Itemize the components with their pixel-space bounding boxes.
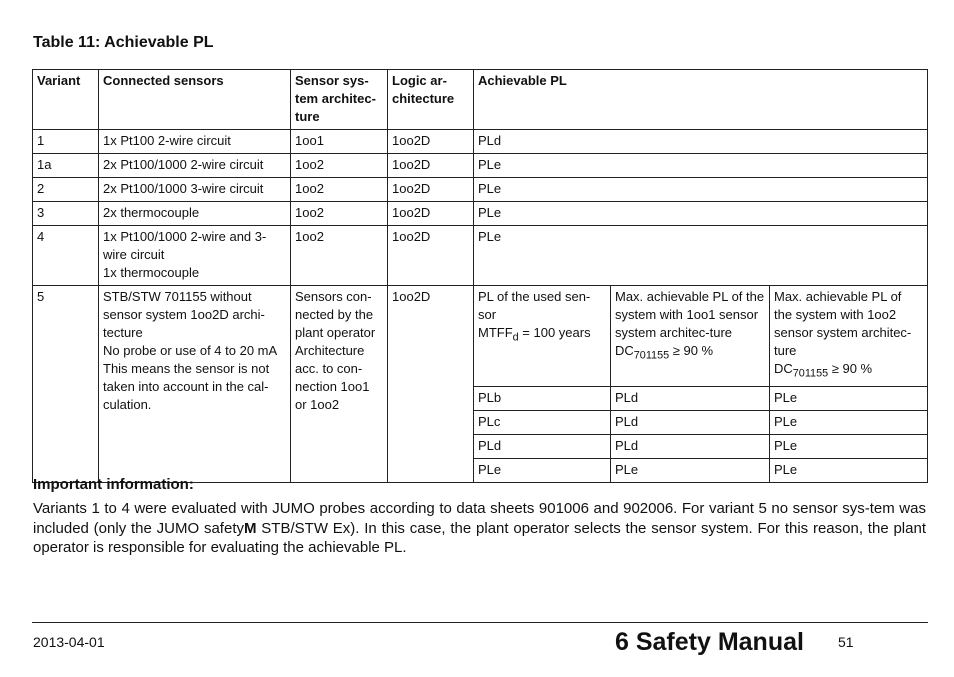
important-heading: Important information: bbox=[33, 476, 194, 493]
dc-line bbox=[774, 360, 923, 383]
cell-variant: 3 bbox=[33, 202, 99, 226]
cell-logic: 1oo2D bbox=[388, 202, 474, 226]
achievable-pl-table bbox=[32, 69, 928, 483]
cell-pl-1oo2: PLe bbox=[770, 410, 928, 434]
dc-value: ≥ 90 % bbox=[828, 361, 873, 376]
cell-sensor-pl: PLb bbox=[474, 386, 611, 410]
dc-value: ≥ 90 % bbox=[669, 343, 714, 358]
cell-sensors: 1x Pt100/1000 2-wire and 3-wire circuit 1x thermocouple bbox=[99, 226, 291, 286]
cell-sensor-pl: PLc bbox=[474, 410, 611, 434]
cell-architecture: Sensors con-nected by the plant operator Architecture acc. to con-nection 1oo1 or 1oo2 bbox=[291, 286, 388, 483]
footer-divider bbox=[32, 622, 928, 623]
dc-subscript: 701155 bbox=[792, 367, 829, 380]
table-row bbox=[33, 226, 928, 286]
footer-page-number: 51 bbox=[838, 634, 854, 650]
table-header-row bbox=[33, 70, 928, 130]
cell-sensor-pl: PLe bbox=[474, 458, 611, 482]
table-row bbox=[33, 178, 928, 202]
cell-1oo2-header bbox=[770, 286, 928, 387]
cell-architecture: 1oo2 bbox=[291, 202, 388, 226]
cell-pl-1oo2: PLe bbox=[770, 386, 928, 410]
mtff-value: = 100 years bbox=[518, 325, 591, 340]
sensor-pl-header-text: PL of the used sen-sor bbox=[478, 289, 591, 322]
important-text-part-2: STB/STW Ex). In this case, the plant operator selects the sensor system. For this reason, the plant operator is responsible for evaluating the achievable PL. bbox=[33, 519, 926, 556]
cell-1oo1-header bbox=[611, 286, 770, 387]
1oo1-header-text: Max. achievable PL of the system with 1oo1 sensor system architec-ture bbox=[615, 289, 765, 340]
footer-chapter-title: 6 Safety Manual bbox=[615, 628, 804, 656]
cell-architecture: 1oo2 bbox=[291, 226, 388, 286]
cell-variant: 5 bbox=[33, 286, 99, 483]
cell-logic: 1oo2D bbox=[388, 178, 474, 202]
table-row bbox=[33, 154, 928, 178]
cell-logic: 1oo2D bbox=[388, 226, 474, 286]
mtff-line bbox=[478, 325, 591, 344]
cell-achievable-pl: PLd bbox=[474, 130, 928, 154]
dc-line bbox=[615, 342, 765, 365]
mtff-label: MTFF bbox=[478, 325, 513, 340]
cell-pl-1oo2: PLe bbox=[770, 458, 928, 482]
cell-pl-1oo1: PLe bbox=[611, 458, 770, 482]
cell-sensors: 2x Pt100/1000 3-wire circuit bbox=[99, 178, 291, 202]
cell-achievable-pl: PLe bbox=[474, 226, 928, 286]
cell-variant: 2 bbox=[33, 178, 99, 202]
cell-variant: 4 bbox=[33, 226, 99, 286]
cell-architecture: 1oo1 bbox=[291, 130, 388, 154]
cell-logic: 1oo2D bbox=[388, 286, 474, 483]
cell-sensors: 2x thermocouple bbox=[99, 202, 291, 226]
dc-label: DC bbox=[774, 361, 793, 376]
cell-sensors: 2x Pt100/1000 2-wire circuit bbox=[99, 154, 291, 178]
cell-logic: 1oo2D bbox=[388, 154, 474, 178]
cell-sensors: STB/STW 701155 without sensor system 1oo2D archi-tecture No probe or use of 4 to 20 mA This means the sensor is not taken into account in the cal-culation. bbox=[99, 286, 291, 483]
header-connected-sensors: Connected sensors bbox=[99, 70, 291, 130]
important-paragraph bbox=[33, 499, 926, 558]
cell-sensor-pl-header bbox=[474, 286, 611, 387]
cell-pl-1oo1: PLd bbox=[611, 410, 770, 434]
cell-sensors: 1x Pt100 2-wire circuit bbox=[99, 130, 291, 154]
table-title: Table 11: Achievable PL bbox=[33, 34, 214, 51]
header-sensor-architecture: Sensor sys-tem architec-ture bbox=[291, 70, 388, 130]
cell-achievable-pl: PLe bbox=[474, 202, 928, 226]
header-achievable-pl: Achievable PL bbox=[474, 70, 928, 130]
cell-pl-1oo2: PLe bbox=[770, 434, 928, 458]
important-text-part-1: Variants 1 to 4 were evaluated with JUMO probes according to data sheets 901006 and 902006. For variant 5 no sensor sys-tem was included (only the JUMO safety bbox=[33, 500, 926, 537]
cell-achievable-pl: PLe bbox=[474, 154, 928, 178]
cell-architecture: 1oo2 bbox=[291, 178, 388, 202]
table-row bbox=[33, 130, 928, 154]
important-text-bold: M bbox=[244, 519, 257, 537]
cell-logic: 1oo2D bbox=[388, 130, 474, 154]
cell-architecture: 1oo2 bbox=[291, 154, 388, 178]
mtff-subscript: d bbox=[512, 331, 519, 344]
cell-sensor-pl: PLd bbox=[474, 434, 611, 458]
table-row-variant-5 bbox=[33, 286, 928, 387]
cell-variant: 1a bbox=[33, 154, 99, 178]
table-row bbox=[33, 202, 928, 226]
1oo2-header-text: Max. achievable PL of the system with 1oo2 sensor system architec-ture bbox=[774, 289, 912, 358]
footer-date: 2013-04-01 bbox=[33, 634, 105, 650]
cell-variant: 1 bbox=[33, 130, 99, 154]
cell-pl-1oo1: PLd bbox=[611, 434, 770, 458]
cell-achievable-pl: PLe bbox=[474, 178, 928, 202]
dc-subscript: 701155 bbox=[633, 349, 670, 362]
cell-pl-1oo1: PLd bbox=[611, 386, 770, 410]
dc-label: DC bbox=[615, 343, 634, 358]
header-logic-architecture: Logic ar-chitecture bbox=[388, 70, 474, 130]
header-variant: Variant bbox=[33, 70, 99, 130]
